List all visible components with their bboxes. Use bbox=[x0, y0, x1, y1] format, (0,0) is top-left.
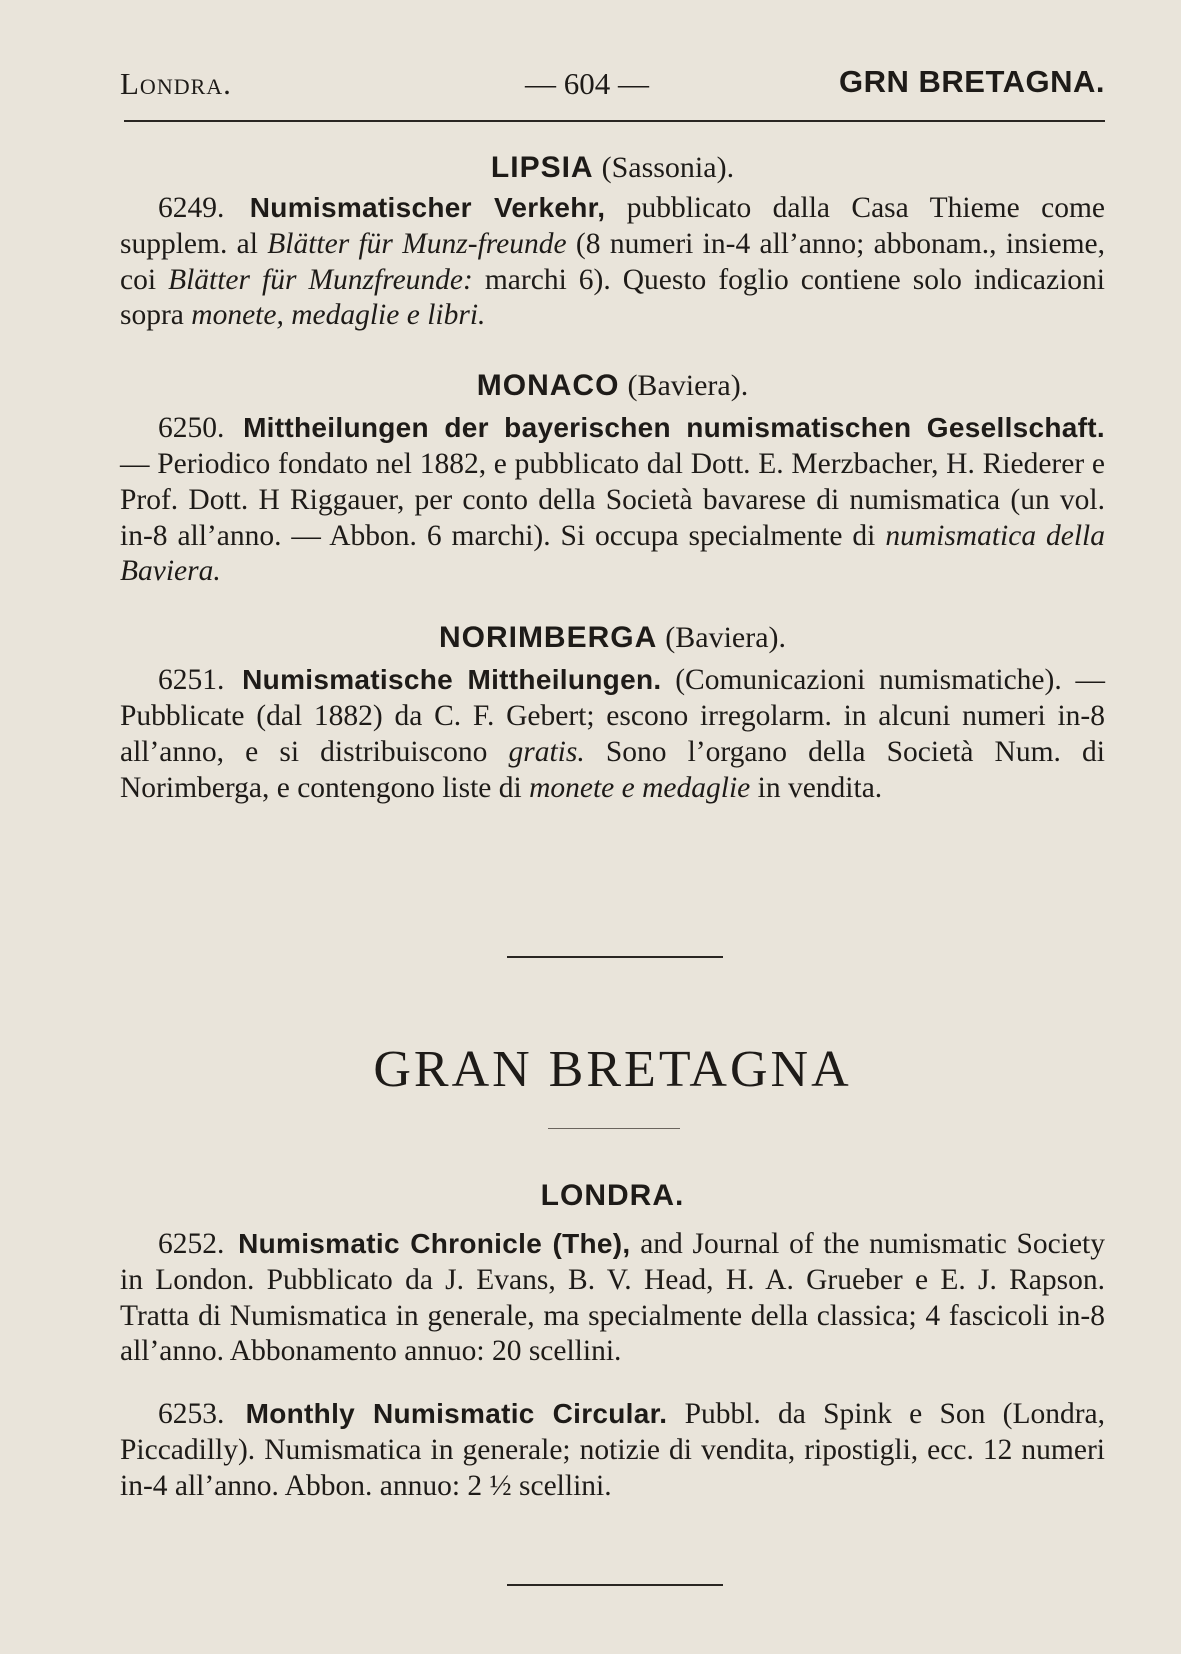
entry-number: 6251. bbox=[158, 664, 225, 697]
country-title: GRAN BRETAGNA bbox=[373, 1041, 852, 1098]
city-name: MONACO bbox=[476, 369, 620, 403]
entry-italic: monete, medaglie e libri. bbox=[191, 299, 486, 332]
entry-title: Numismatischer Verkehr, bbox=[249, 192, 606, 223]
entry-text: Sono l’organo della Società Num. di Norimberga, e contengono liste di bbox=[120, 735, 1105, 804]
region-name: (Baviera). bbox=[627, 369, 749, 403]
entry-italic: monete e medaglie bbox=[529, 771, 751, 804]
entry-number: 6253. bbox=[158, 1398, 225, 1431]
entry-6252 bbox=[120, 1226, 1105, 1370]
entry-italic: numismatica della Baviera. bbox=[120, 519, 1105, 588]
end-divider bbox=[507, 1584, 723, 1586]
germany-entries bbox=[120, 150, 1105, 806]
entry-text: pubblicato dalla Casa Thieme come supplem. al bbox=[120, 192, 1105, 260]
britain-entries bbox=[120, 1178, 1105, 1505]
entry-text: and Journal of the numismatic Society in London. Pubblicato da J. Evans, B. V. Head, H. A. Grueber e E. J. Rapson. Tratta di Numismatica in generale, ma specialmente della classica; 4 fascicoli in-8 all’anno. Abbonamento annuo: 20 scellini. bbox=[120, 1228, 1105, 1368]
region-name: (Sassonia). bbox=[601, 151, 735, 184]
entry-title: Monthly Numismatic Circular. bbox=[245, 1398, 668, 1430]
entry-6253 bbox=[120, 1396, 1105, 1504]
region-name: (Baviera). bbox=[665, 621, 787, 655]
header-rule bbox=[124, 120, 1105, 122]
city-heading-lipsia bbox=[120, 150, 1105, 186]
entry-number: 6250. bbox=[158, 412, 225, 445]
entry-italic: gratis. bbox=[508, 735, 585, 768]
entry-6249 bbox=[120, 190, 1105, 334]
entry-number: 6249. bbox=[158, 192, 225, 224]
entry-text: — Periodico fondato nel 1882, e pubblicato dal Dott. E. Merzbacher, H. Riederer e Prof. Dott. H Riggauer, per conto della Società bavarese di numismatica (un vol. in-8 all’anno. — Abbon. 6 marchi). Si occupa specialmente di bbox=[120, 447, 1105, 552]
entry-title: Numismatic Chronicle (The), bbox=[238, 1228, 631, 1259]
city-heading-londra bbox=[120, 1178, 1105, 1214]
entry-text: (8 numeri in-4 all’anno; abbonam., insieme, coi bbox=[120, 227, 1105, 296]
city-heading-norimberga bbox=[120, 620, 1105, 656]
section-divider bbox=[507, 956, 723, 958]
running-head bbox=[120, 62, 1105, 108]
entry-title: Mittheilungen der bayerischen numismatischen Gesellschaft. bbox=[243, 412, 1105, 444]
entry-text: Pubbl. da Spink e Son (Londra, Piccadilly). Numismatica in generale; notizie di vendita, ripostigli, ecc. 12 numeri in-4 all’anno. Abbon. annuo: 2 ½ scellini. bbox=[120, 1398, 1106, 1502]
page-number: — 604 — bbox=[525, 66, 649, 101]
entry-text: (Comunicazioni numismatiche). — Pubblicate (dal 1882) da C. F. Gebert; escono irregolarm. in alcuni numeri in-8 all’anno, e si distribuiscono bbox=[120, 664, 1105, 768]
title-rule bbox=[548, 1128, 680, 1129]
city-name: LONDRA. bbox=[540, 1179, 685, 1212]
entry-italic: Blätter für Munzfreunde: bbox=[168, 263, 473, 296]
running-head-right: GRN BRETAGNA. bbox=[839, 64, 1105, 99]
entry-italic: Blätter für Munz-freunde bbox=[267, 227, 567, 260]
city-name: NORIMBERGA bbox=[438, 621, 658, 655]
city-heading-monaco bbox=[120, 368, 1105, 404]
entry-6250 bbox=[120, 410, 1105, 590]
running-head-left: Londra. bbox=[120, 66, 232, 101]
entry-number: 6252. bbox=[158, 1228, 225, 1260]
entry-6251 bbox=[120, 662, 1105, 806]
entry-text: in vendita. bbox=[750, 771, 883, 804]
entry-title: Numismatische Mittheilungen. bbox=[242, 664, 662, 696]
entry-text: marchi 6). Questo foglio contiene solo indicazioni sopra bbox=[120, 263, 1105, 332]
city-name: LIPSIA bbox=[490, 151, 594, 184]
